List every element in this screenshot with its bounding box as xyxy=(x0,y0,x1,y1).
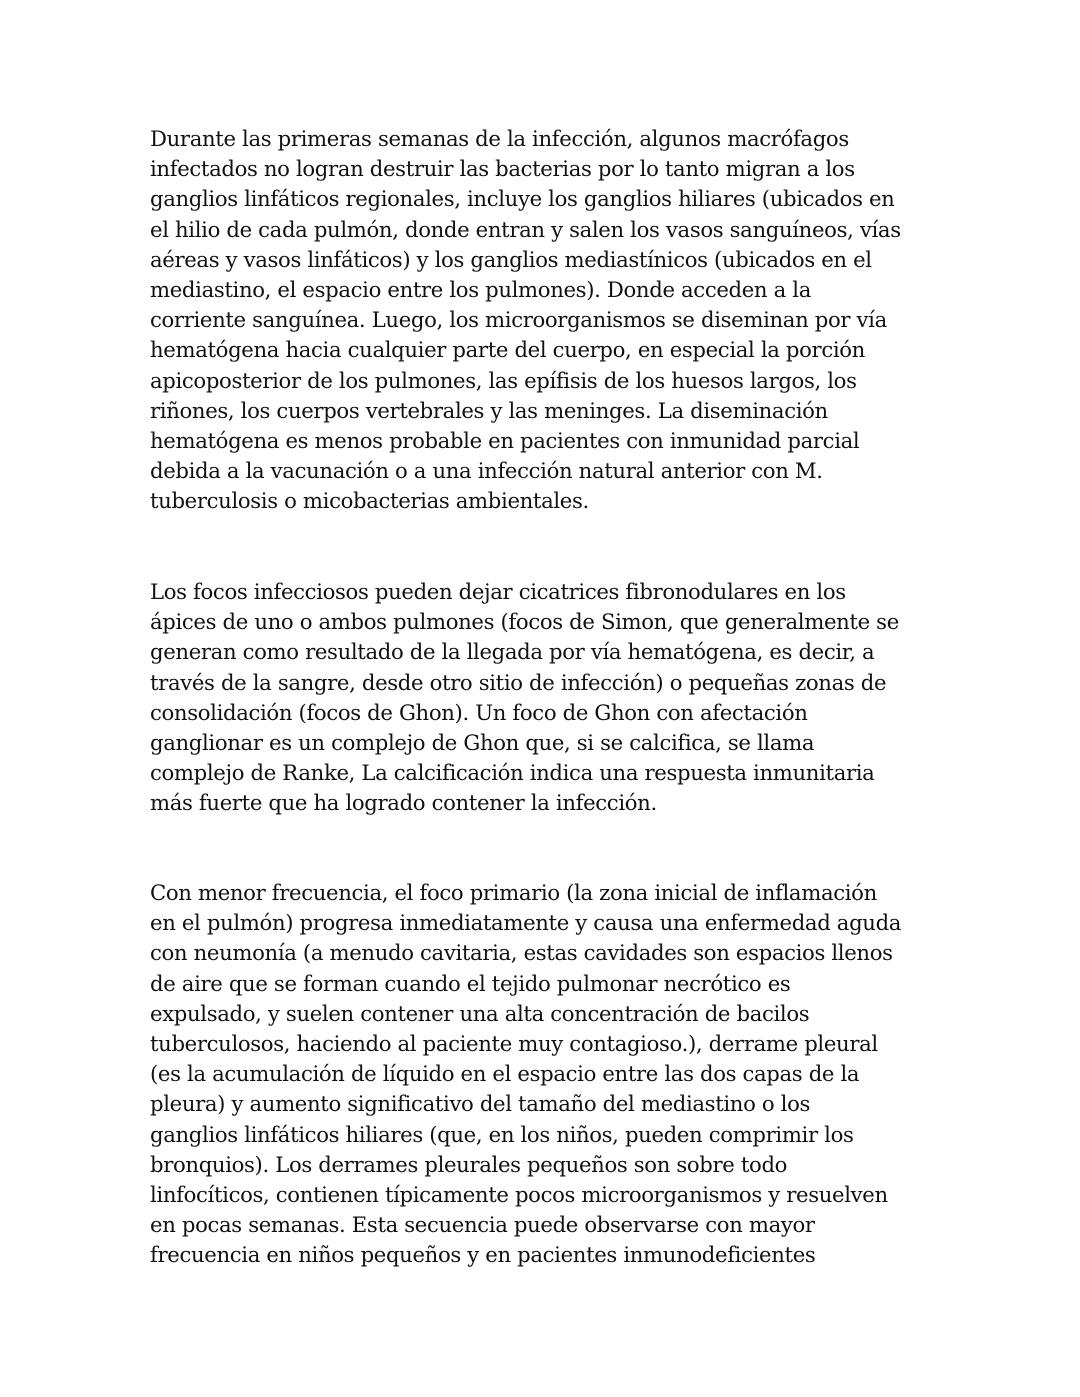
text-line: riñones, los cuerpos vertebrales y las meninges. La diseminación xyxy=(150,397,828,423)
text-line: complejo de Ranke, La calcificación indica una respuesta inmunitaria xyxy=(150,760,875,786)
text-line: de aire que se forman cuando el tejido pulmonar necrótico es xyxy=(150,970,791,996)
text-line: generan como resultado de la llegada por vía hematógena, es decir, a xyxy=(150,639,875,665)
text-line: en el pulmón) progresa inmediatamente y causa una enfermedad aguda xyxy=(150,910,902,936)
text-line: bronquios). Los derrames pleurales pequeños son sobre todo xyxy=(150,1151,788,1177)
text-line: ápices de uno o ambos pulmones (focos de Simon, que generalmente se xyxy=(150,609,899,635)
paragraph-infectious-foci xyxy=(150,577,899,819)
text-line: Con menor frecuencia, el foco primario (la zona inicial de inflamación xyxy=(150,880,877,905)
paragraph-primary-focus xyxy=(150,878,901,1271)
text-line: infectados no logran destruir las bacterias por lo tanto migran a los xyxy=(150,156,855,182)
text-line: el hilio de cada pulmón, donde entran y salen los vasos sanguíneos, vías xyxy=(150,216,901,242)
text-line: Los focos infecciosos pueden dejar cicatrices fibronodulares en los xyxy=(150,579,846,604)
text-line: en pocas semanas. Esta secuencia puede observarse con mayor xyxy=(150,1212,815,1238)
text-line: hematógena es menos probable en pacientes con inmunidad parcial xyxy=(150,428,860,454)
text-line: ganglios linfáticos hiliares (que, en los niños, pueden comprimir los xyxy=(150,1121,854,1147)
text-line: Durante las primeras semanas de la infección, algunos macrófagos xyxy=(150,126,849,151)
text-line: mediastino, el espacio entre los pulmones). Donde acceden a la xyxy=(150,277,811,303)
text-line: debida a la vacunación o a una infección natural anterior con M. xyxy=(150,458,823,484)
text-line: ganglios linfáticos regionales, incluye los ganglios hiliares (ubicados en xyxy=(150,186,895,212)
text-line: linfocíticos, contienen típicamente pocos microorganismos y resuelven xyxy=(150,1182,888,1208)
text-line: apicoposterior de los pulmones, las epífisis de los huesos largos, los xyxy=(150,367,857,393)
text-line: (es la acumulación de líquido en el espacio entre las dos capas de la xyxy=(150,1061,860,1087)
text-line: tuberculosos, haciendo al paciente muy contagioso.), derrame pleural xyxy=(150,1031,878,1057)
text-line: más fuerte que ha logrado contener la infección. xyxy=(150,790,657,816)
text-line: con neumonía (a menudo cavitaria, estas cavidades son espacios llenos xyxy=(150,940,893,966)
text-line: pleura) y aumento significativo del tamaño del mediastino o los xyxy=(150,1091,811,1117)
text-line: tuberculosis o micobacterias ambientales. xyxy=(150,488,589,514)
paragraph-dissemination xyxy=(150,124,901,517)
text-line: corriente sanguínea. Luego, los microorganismos se diseminan por vía xyxy=(150,307,887,333)
text-line: aéreas y vasos linfáticos) y los ganglios mediastínicos (ubicados en el xyxy=(150,246,872,272)
text-line: consolidación (focos de Ghon). Un foco de Ghon con afectación xyxy=(150,699,808,725)
text-line: expulsado, y suelen contener una alta concentración de bacilos xyxy=(150,1000,810,1026)
text-line: ganglionar es un complejo de Ghon que, si se calcifica, se llama xyxy=(150,730,815,756)
text-line: hematógena hacia cualquier parte del cuerpo, en especial la porción xyxy=(150,337,865,363)
text-line: través de la sangre, desde otro sitio de infección) o pequeñas zonas de xyxy=(150,669,887,695)
text-line: frecuencia en niños pequeños y en pacientes inmunodeficientes xyxy=(150,1242,816,1268)
